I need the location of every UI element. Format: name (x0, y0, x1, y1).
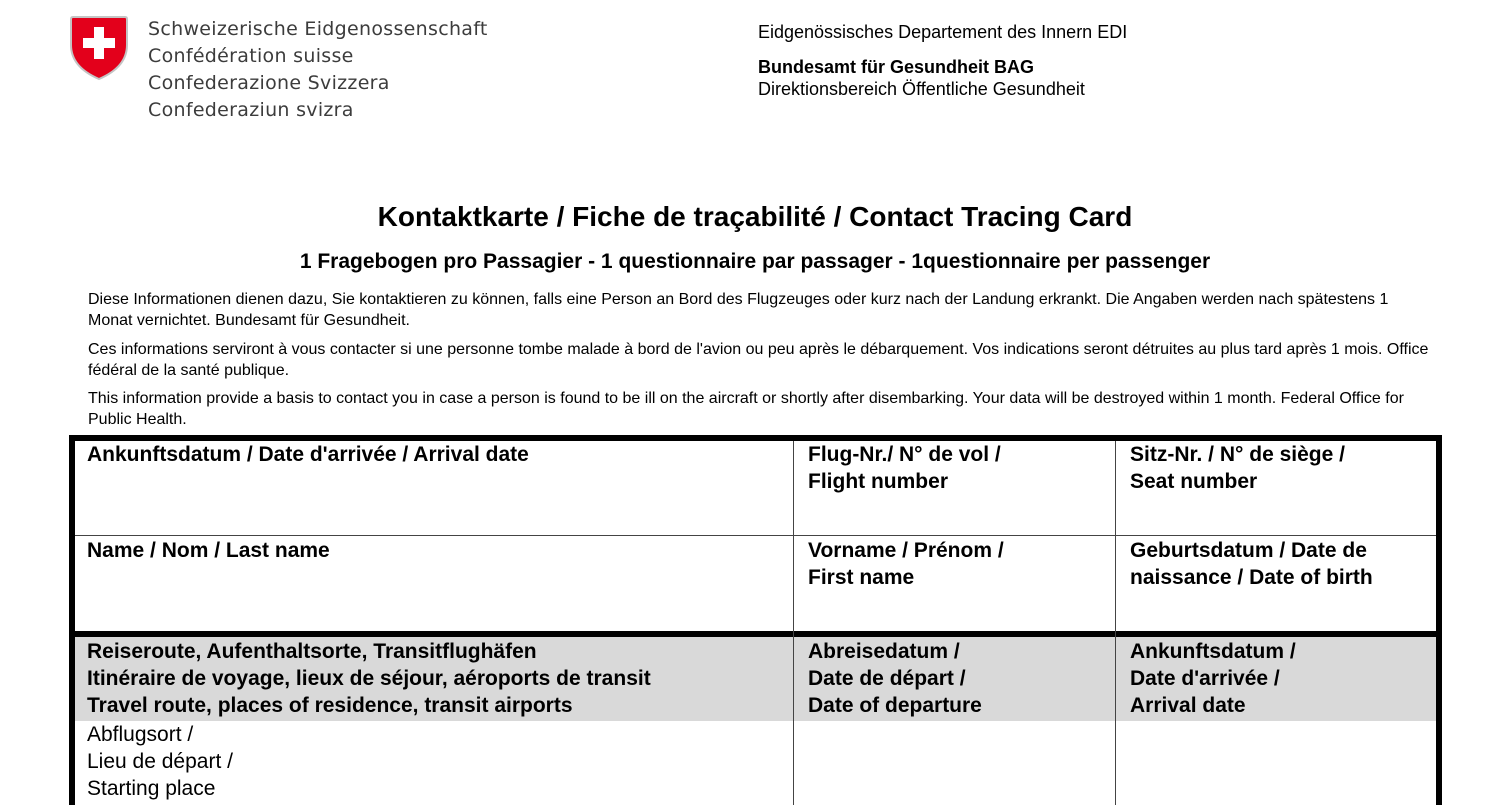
seat-number-label-line-2: Seat number (1130, 470, 1258, 493)
route-arrival-date-label-de: Ankunftsdatum / (1130, 640, 1296, 663)
confederation-name-rm: Confederaziun svizra (148, 99, 354, 121)
starting-place-label-fr: Lieu de départ / (87, 750, 233, 773)
travel-route-label-fr: Itinéraire de voyage, lieux de séjour, aéroports de transit (87, 667, 651, 690)
route-arrival-date-label-fr: Date d'arrivée / (1130, 667, 1280, 690)
confederation-name-fr: Confédération suisse (148, 45, 354, 67)
first-name-label-line-2: First name (808, 566, 915, 589)
arrival-date-label: Ankunftsdatum / Date d'arrivée / Arrival date (87, 443, 529, 466)
starting-place-arrival-date-input[interactable] (1116, 721, 1436, 805)
department-block (758, 21, 1127, 100)
last-name-label: Name / Nom / Last name (87, 539, 330, 562)
department-name: Eidgenössisches Departement des Innern EDI (758, 22, 1128, 42)
birth-date-label-line-2: naissance / Date of birth (1130, 566, 1373, 589)
last-name-field[interactable] (87, 537, 330, 564)
confederation-name-it: Confederazione Svizzera (148, 72, 390, 94)
route-arrival-date-label-en: Arrival date (1130, 694, 1246, 717)
swiss-coat-of-arms-logo (70, 15, 128, 81)
departure-date-label-fr: Date de départ / (808, 667, 966, 690)
starting-place-departure-date-input[interactable] (794, 721, 1115, 805)
first-name-field[interactable] (808, 537, 1004, 591)
page-title: Kontaktkarte / Fiche de traçabilité / Contact Tracing Card (377, 201, 1133, 232)
form-left-border (69, 637, 75, 805)
intro-text-english: This information provide a basis to contact you in case a person is found to be ill on the aircraft or shortly after disembarking. Your data will be destroyed within 1 month. Federal Office for Public Health. (88, 390, 1404, 428)
confederation-name-de: Schweizerische Eidgenossenschaft (148, 18, 488, 40)
departure-date-label-de: Abreisedatum / (808, 640, 960, 663)
travel-route-header (87, 638, 651, 719)
route-arrival-date-header (1130, 638, 1296, 719)
starting-place-field[interactable] (87, 721, 233, 802)
contact-tracing-form (69, 435, 1442, 805)
starting-place-label-de: Abflugsort / (87, 723, 194, 746)
intro-text-german: Diese Informationen dienen dazu, Sie kontaktieren zu können, falls eine Person an Bord des Flugzeuges oder kurz nach der Landung erkrankt. Die Angaben werden nach spätestens 1 Monat vernichtet. Bundesamt für Gesundheit. (88, 291, 1389, 329)
confederation-names (148, 16, 488, 124)
form-right-border (1436, 637, 1442, 805)
seat-number-field[interactable] (1130, 441, 1345, 495)
flight-number-label-line-1: Flug-Nr./ N° de vol / (808, 443, 1001, 466)
page-subtitle: 1 Fragebogen pro Passagier - 1 questionnaire par passager - 1questionnaire per passenger (299, 250, 1211, 273)
arrival-date-field[interactable] (87, 441, 529, 468)
intro-text-french: Ces informations serviront à vous contacter si une personne tombe malade à bord de l'avion ou peu après le débarquement. Vos indications seront détruites au plus tard après 1 mois. Office fédéral de la santé publique. (88, 341, 1429, 379)
birth-date-label-line-1: Geburtsdatum / Date de (1130, 539, 1367, 562)
birth-date-field[interactable] (1130, 537, 1373, 591)
flight-number-field[interactable] (808, 441, 1001, 495)
seat-number-label-line-1: Sitz-Nr. / N° de siège / (1130, 443, 1345, 466)
travel-route-label-de: Reiseroute, Aufenthaltsorte, Transitflughäfen (87, 640, 537, 663)
departure-date-header (808, 638, 982, 719)
starting-place-label-en: Starting place (87, 777, 216, 800)
row-divider (75, 535, 1436, 536)
division-name: Direktionsbereich Öffentliche Gesundheit (758, 79, 1085, 99)
first-name-label-line-1: Vorname / Prénom / (808, 539, 1004, 562)
departure-date-label-en: Date of departure (808, 694, 982, 717)
office-name: Bundesamt für Gesundheit BAG (758, 57, 1035, 77)
flight-number-label-line-2: Flight number (808, 470, 948, 493)
travel-route-label-en: Travel route, places of residence, transit airports (87, 694, 573, 717)
